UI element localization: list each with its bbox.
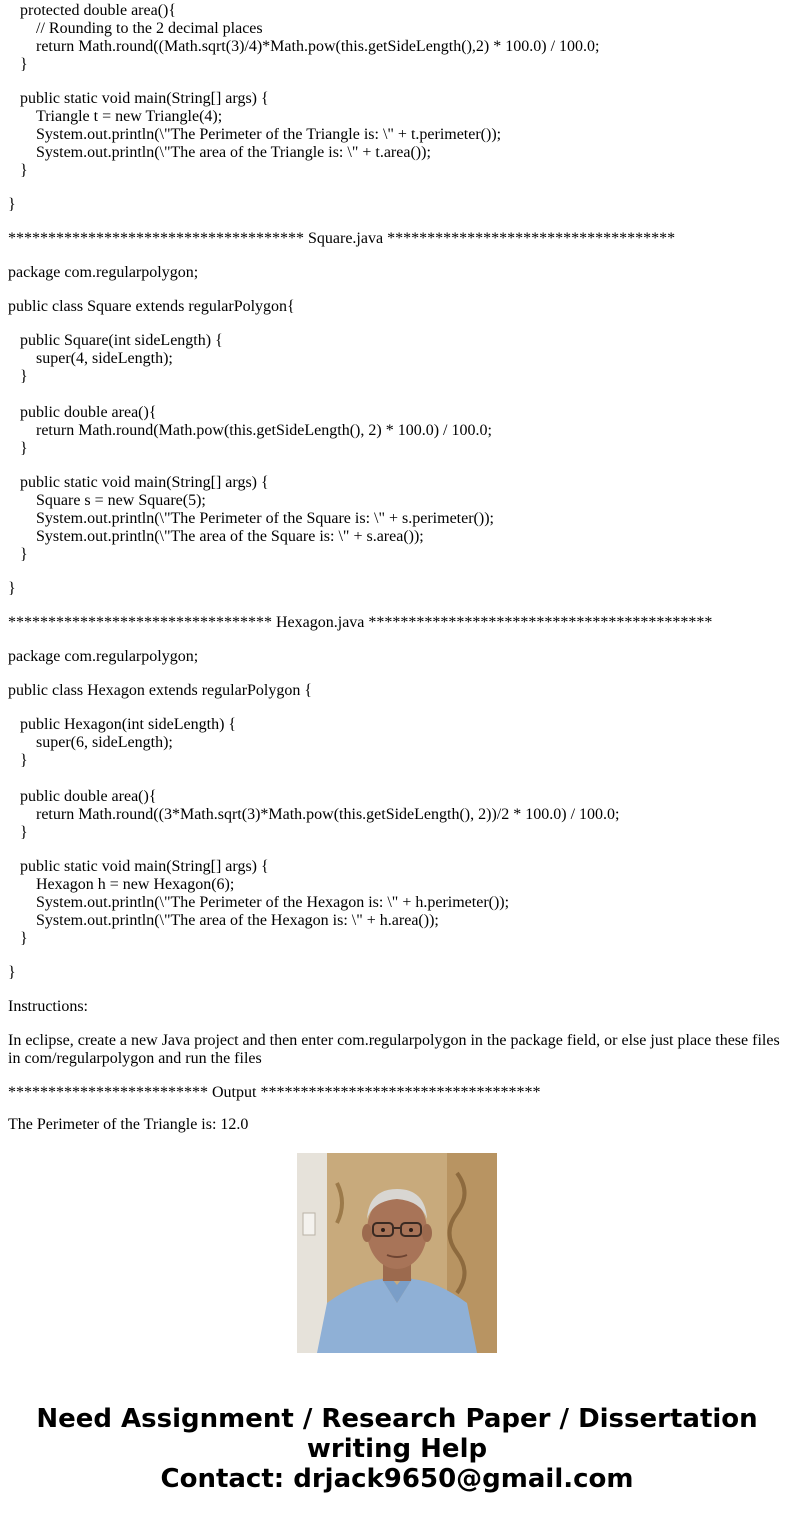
code-line: } <box>20 56 28 73</box>
code-line: return Math.round((Math.sqrt(3)/4)*Math.pow(this.getSideLength(),2) * 100.0) / 100.0; <box>36 38 600 55</box>
code-line: super(6, sideLength); <box>36 734 173 751</box>
output-header: ************************* Output *********************************** <box>8 1084 541 1101</box>
code-line: System.out.println(\"The Perimeter of the Hexagon is: \" + h.perimeter()); <box>36 894 510 911</box>
code-line: System.out.println(\"The area of the Triangle is: \" + t.area()); <box>36 144 431 161</box>
output-line: The Perimeter of the Triangle is: 12.0 <box>8 1116 249 1133</box>
code-line: System.out.println(\"The area of the Square is: \" + s.area()); <box>36 528 424 545</box>
code-line: public double area(){ <box>20 404 157 421</box>
code-line: public double area(){ <box>20 788 157 805</box>
code-line: public class Hexagon extends regularPolygon { <box>8 682 313 699</box>
code-line: package com.regularpolygon; <box>8 264 199 281</box>
file-header-hexagon: ********************************* Hexagon.java ******************************************* <box>8 614 713 631</box>
code-line: public Hexagon(int sideLength) { <box>20 716 237 733</box>
footer-line-1: Need Assignment / Research Paper / Dissertation <box>36 1404 758 1434</box>
author-avatar <box>297 1153 497 1353</box>
code-line: Square s = new Square(5); <box>36 492 206 509</box>
code-line: } <box>8 580 16 597</box>
code-comment: // Rounding to the 2 decimal places <box>36 20 263 37</box>
code-line: return Math.round(Math.pow(this.getSideLength(), 2) * 100.0) / 100.0; <box>36 422 492 439</box>
code-line: public static void main(String[] args) { <box>20 474 269 491</box>
code-line: super(4, sideLength); <box>36 350 173 367</box>
code-line: package com.regularpolygon; <box>8 648 199 665</box>
code-line: } <box>20 930 28 947</box>
code-line: } <box>20 368 28 385</box>
code-line: } <box>20 752 28 769</box>
avatar-photo <box>297 1153 497 1353</box>
code-line: } <box>20 162 28 179</box>
code-line: System.out.println(\"The Perimeter of the Square is: \" + s.perimeter()); <box>36 510 494 527</box>
code-line: } <box>20 824 28 841</box>
code-line: protected double area(){ <box>20 2 177 19</box>
code-line: public static void main(String[] args) { <box>20 858 269 875</box>
code-line: Triangle t = new Triangle(4); <box>36 108 223 125</box>
code-line: } <box>20 440 28 457</box>
code-line: Hexagon h = new Hexagon(6); <box>36 876 235 893</box>
code-line: System.out.println(\"The Perimeter of the Triangle is: \" + t.perimeter()); <box>36 126 502 143</box>
code-line: } <box>8 196 16 213</box>
code-line: return Math.round((3*Math.sqrt(3)*Math.pow(this.getSideLength(), 2))/2 * 100.0) / 100.0; <box>36 806 620 823</box>
code-line: } <box>20 546 28 563</box>
code-line: } <box>8 964 16 981</box>
instructions-text: In eclipse, create a new Java project and then enter com.regularpolygon in the package field, or else just place these files in com/regularpolygon and run the files <box>8 1032 780 1067</box>
footer-line-2: writing Help <box>306 1434 488 1464</box>
footer-contact-line: Contact: drjack9650@gmail.com <box>160 1464 634 1494</box>
file-header-square: ************************************* Square.java ************************************ <box>8 230 676 247</box>
instructions-label: Instructions: <box>8 998 88 1015</box>
code-line: public class Square extends regularPolygon{ <box>8 298 295 315</box>
code-line: public static void main(String[] args) { <box>20 90 269 107</box>
contact-footer <box>0 1404 794 1494</box>
code-line: System.out.println(\"The area of the Hexagon is: \" + h.area()); <box>36 912 439 929</box>
code-line: public Square(int sideLength) { <box>20 332 223 349</box>
